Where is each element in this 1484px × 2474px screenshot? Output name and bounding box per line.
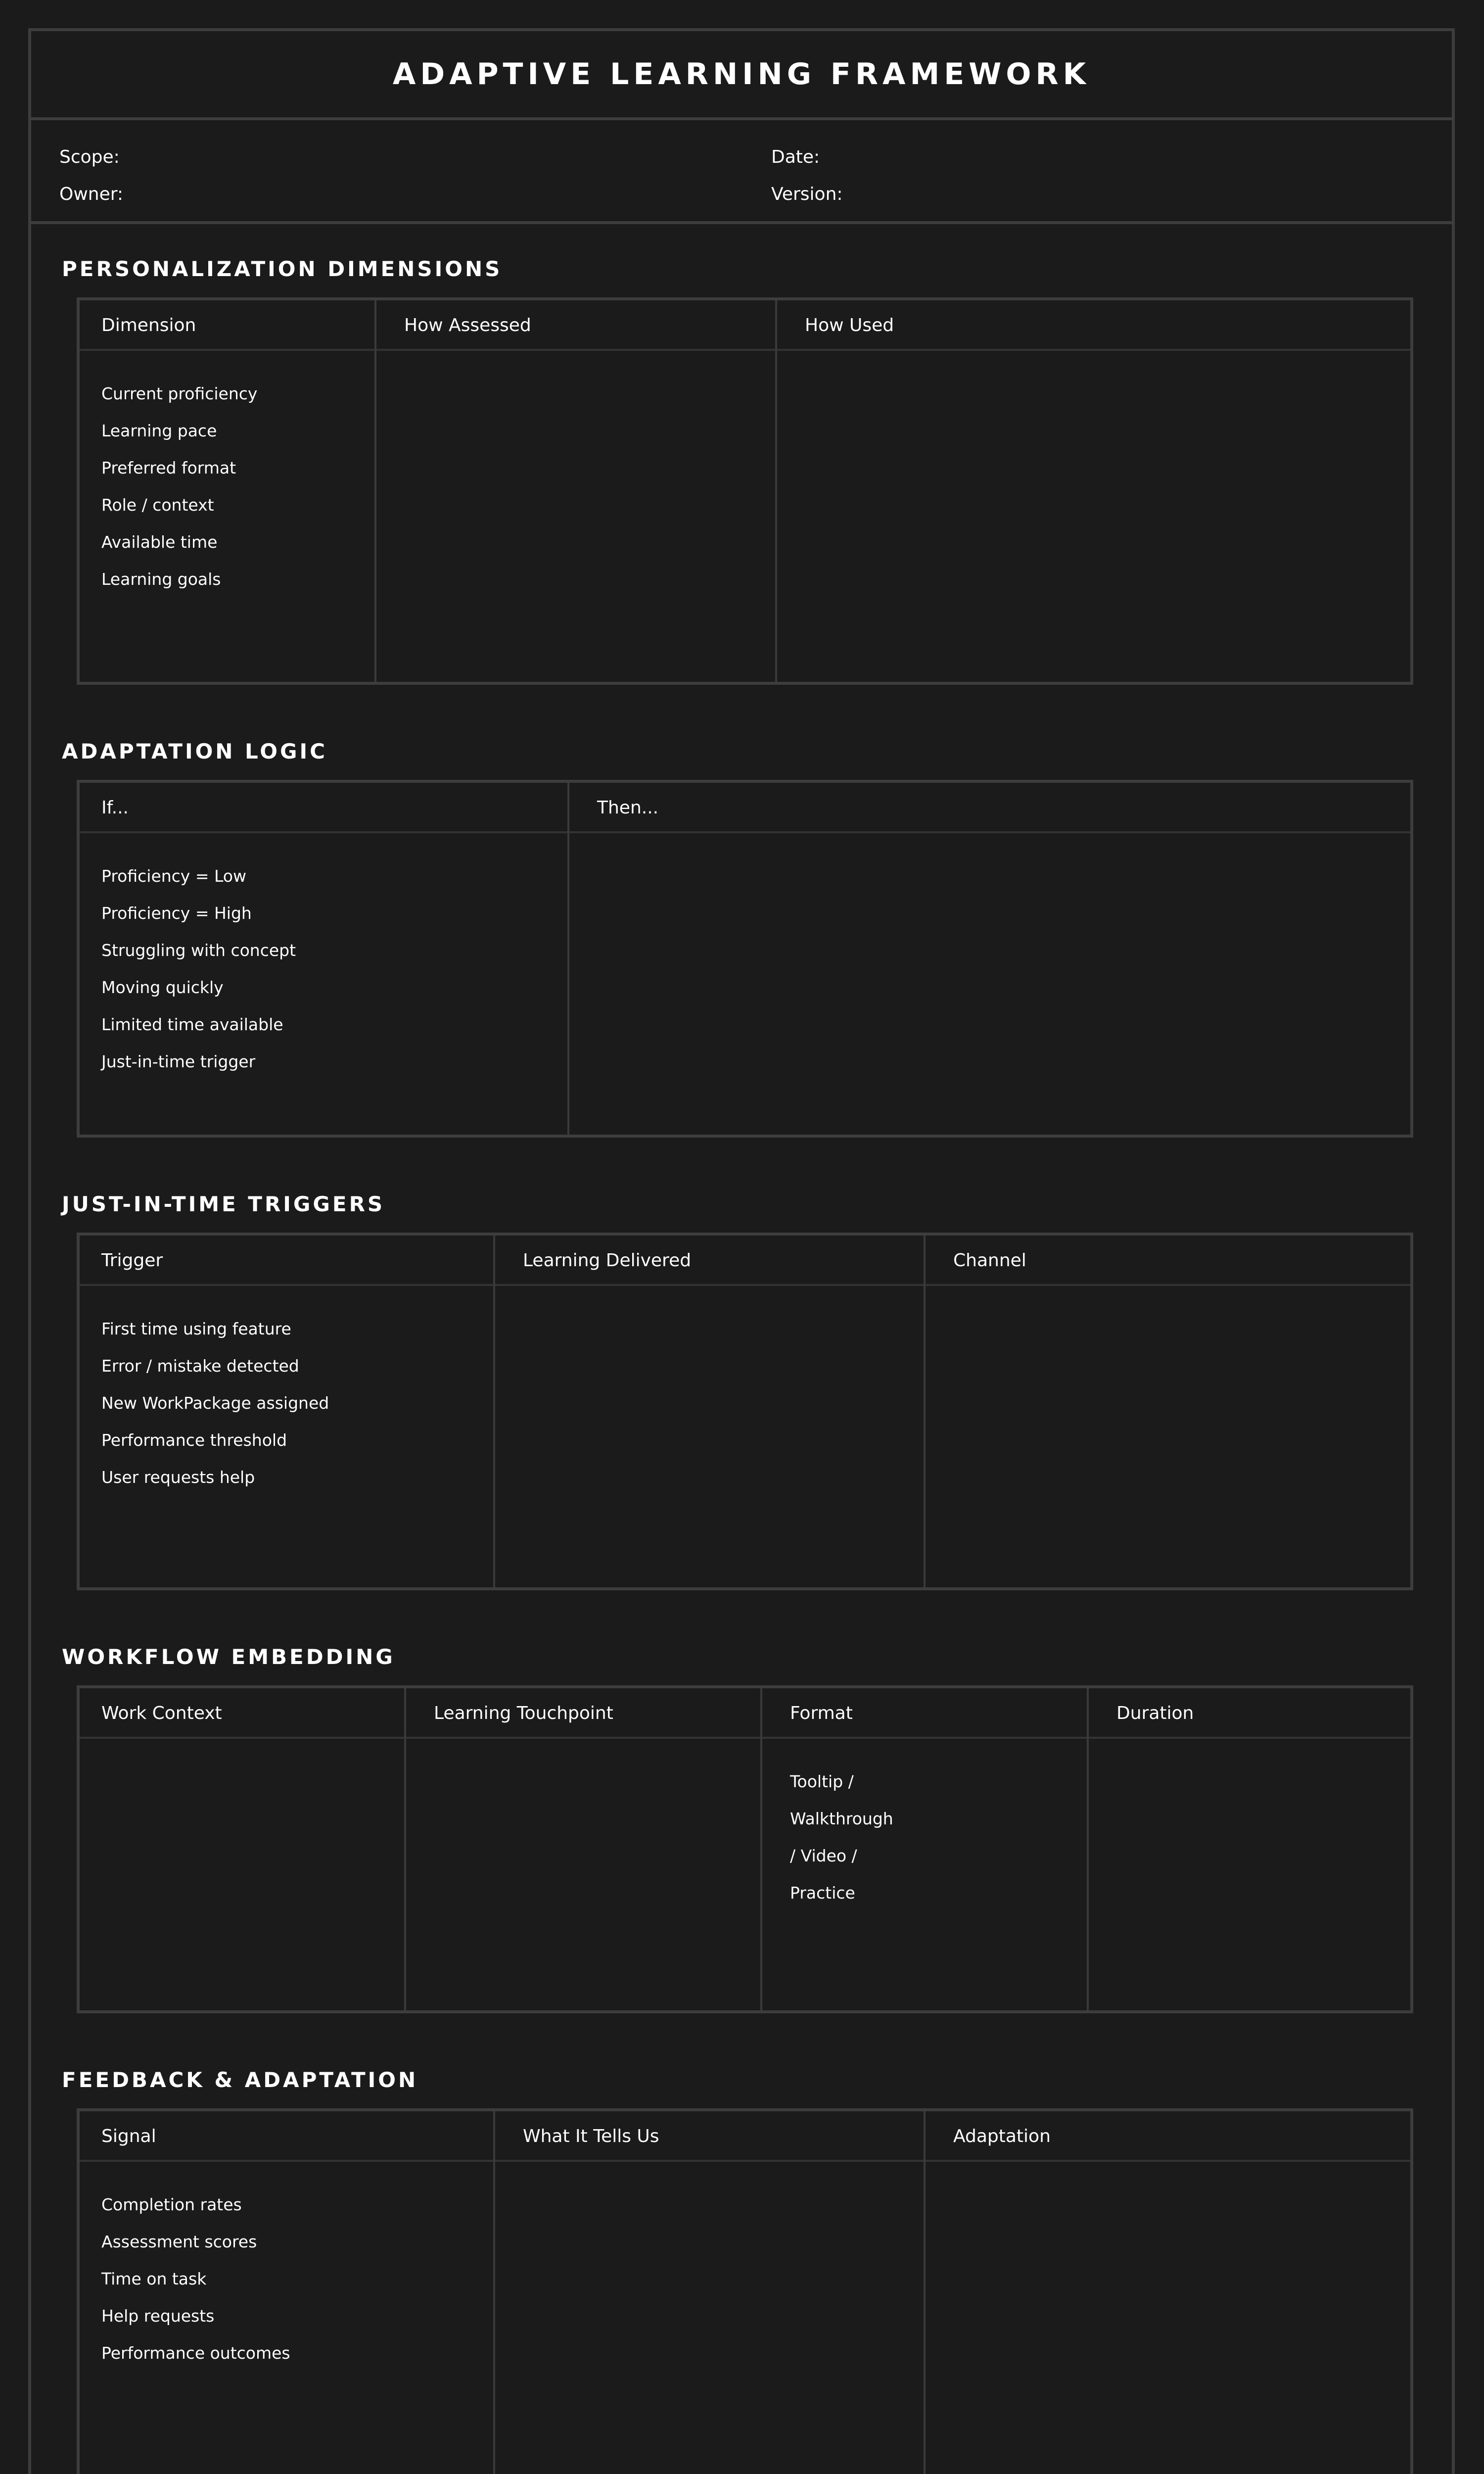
list-item: Learning goals xyxy=(101,570,221,589)
list-item: First time using feature xyxy=(101,1319,291,1338)
table-header-row xyxy=(80,1236,1410,1286)
list-item: Moving quickly xyxy=(101,978,224,997)
table-header-row xyxy=(80,2111,1410,2162)
header-trigger: Trigger xyxy=(101,1250,163,1271)
feedback-table xyxy=(77,2108,1413,2474)
list-item: Completion rates xyxy=(101,2195,242,2214)
trigger-list xyxy=(101,1321,329,1506)
list-item: Preferred format xyxy=(101,458,236,477)
column-divider xyxy=(760,1688,762,2010)
list-item: New WorkPackage assigned xyxy=(101,1393,329,1413)
list-item: Limited time available xyxy=(101,1015,283,1034)
triggers-table xyxy=(77,1233,1413,1590)
header-channel: Channel xyxy=(953,1250,1026,1271)
list-item: Tooltip / xyxy=(790,1772,854,1791)
list-item: Performance threshold xyxy=(101,1430,287,1450)
column-divider xyxy=(404,1688,406,2010)
header-duration: Duration xyxy=(1116,1703,1194,1723)
list-item: Role / context xyxy=(101,495,214,515)
condition-list xyxy=(101,868,296,1091)
list-item: Error / mistake detected xyxy=(101,1356,299,1376)
section-title-personalization: PERSONALIZATION DIMENSIONS xyxy=(62,257,503,281)
header-adaptation: Adaptation xyxy=(953,2126,1051,2146)
dimension-list xyxy=(101,385,257,608)
header-if: If... xyxy=(101,798,129,818)
list-item: Just-in-time trigger xyxy=(101,1052,256,1071)
section-title-feedback: FEEDBACK & ADAPTATION xyxy=(62,2068,418,2092)
workflow-table xyxy=(77,1685,1413,2013)
list-item: Proficiency = Low xyxy=(101,866,246,886)
column-divider xyxy=(775,300,777,682)
column-divider xyxy=(924,1236,926,1587)
list-item: Struggling with concept xyxy=(101,941,296,960)
personalization-table xyxy=(77,297,1413,685)
table-header-row xyxy=(80,1688,1410,1739)
date-label: Date: xyxy=(771,147,820,167)
header-dimension: Dimension xyxy=(101,315,196,335)
list-item: Learning pace xyxy=(101,421,217,440)
column-divider xyxy=(493,1236,495,1587)
header-work-context: Work Context xyxy=(101,1703,222,1723)
title-bar xyxy=(31,31,1452,120)
adaptation-table xyxy=(77,780,1413,1138)
list-item: Help requests xyxy=(101,2306,215,2326)
header-signal: Signal xyxy=(101,2126,156,2146)
owner-label: Owner: xyxy=(59,184,124,204)
worksheet-frame xyxy=(28,28,1455,2474)
list-item: Practice xyxy=(790,1883,855,1903)
meta-block xyxy=(31,120,1452,224)
header-how-used: How Used xyxy=(805,315,894,335)
column-divider xyxy=(374,300,376,682)
list-item: User requests help xyxy=(101,1468,255,1487)
list-item: Time on task xyxy=(101,2269,207,2288)
header-learning-touchpoint: Learning Touchpoint xyxy=(434,1703,613,1723)
signal-list xyxy=(101,2196,290,2382)
section-title-triggers: JUST-IN-TIME TRIGGERS xyxy=(62,1192,385,1216)
column-divider xyxy=(924,2111,926,2474)
list-item: Available time xyxy=(101,532,218,552)
header-then: Then... xyxy=(597,798,659,818)
section-title-adaptation: ADAPTATION LOGIC xyxy=(62,739,327,763)
table-header-row xyxy=(80,783,1410,833)
scope-label: Scope: xyxy=(59,147,120,167)
version-label: Version: xyxy=(771,184,843,204)
list-item: Performance outcomes xyxy=(101,2343,290,2363)
section-title-workflow: WORKFLOW EMBEDDING xyxy=(62,1645,395,1669)
list-item: Proficiency = High xyxy=(101,904,252,923)
header-what-it-tells-us: What It Tells Us xyxy=(523,2126,659,2146)
column-divider xyxy=(1087,1688,1089,2010)
page-title: ADAPTIVE LEARNING FRAMEWORK xyxy=(392,57,1091,92)
column-divider xyxy=(493,2111,495,2474)
table-header-row xyxy=(80,300,1410,351)
header-format: Format xyxy=(790,1703,853,1723)
list-item: Assessment scores xyxy=(101,2232,257,2251)
column-divider xyxy=(567,783,569,1135)
format-list xyxy=(790,1773,893,1922)
list-item: Walkthrough xyxy=(790,1809,893,1828)
header-how-assessed: How Assessed xyxy=(404,315,531,335)
list-item: Current proficiency xyxy=(101,384,258,403)
list-item: / Video / xyxy=(790,1846,857,1865)
header-learning-delivered: Learning Delivered xyxy=(523,1250,692,1271)
